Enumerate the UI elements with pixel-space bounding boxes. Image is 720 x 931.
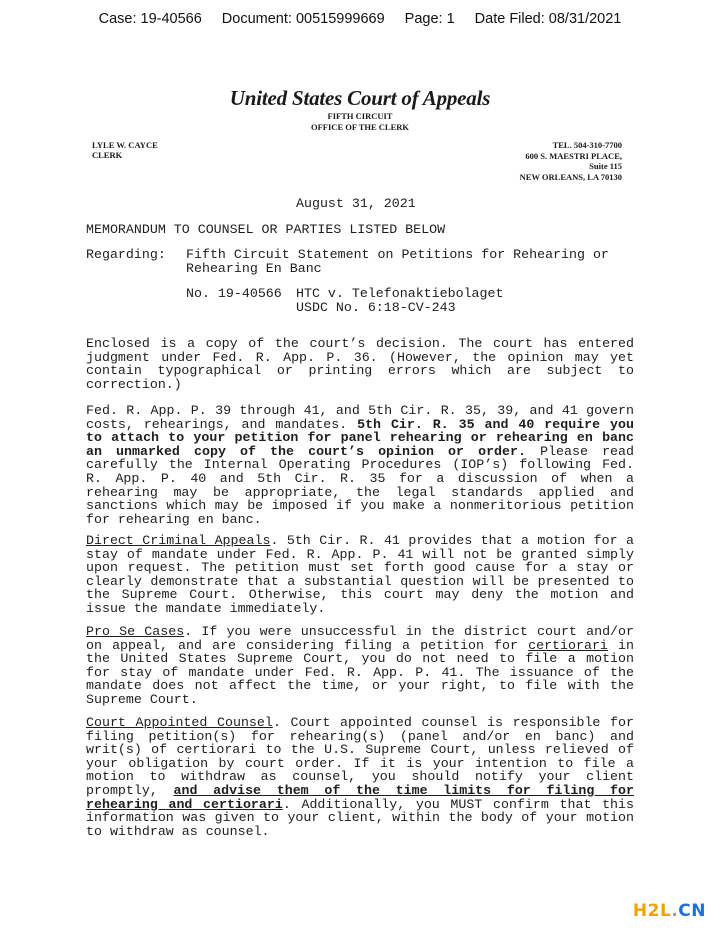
direct-criminal-heading: Direct Criminal Appeals bbox=[86, 533, 271, 548]
watermark-cn: CN bbox=[678, 901, 706, 921]
appointed-counsel-text-a: . Court appointed counsel is responsible for filing petition(s) for rehearing(s) (panel and/or en banc) and writ(s) of certiorari to the U.S. Supreme Court, unless relieved of your obligation by court order. If it is your intention to file a motion to withdraw as counsel, you should notify your client promptly, bbox=[86, 715, 634, 798]
address-line-2: Suite 115 bbox=[589, 161, 622, 171]
case-number-ref: No. 19-40566 bbox=[186, 286, 282, 301]
paragraph-appointed-counsel bbox=[86, 716, 634, 838]
paragraph-direct-criminal bbox=[86, 534, 634, 616]
memo-recipients: MEMORANDUM TO COUNSEL OR PARTIES LISTED BELOW bbox=[86, 222, 446, 237]
regarding-label: Regarding: bbox=[86, 247, 166, 262]
regarding-text: Fifth Circuit Statement on Petitions for Rehearing or Rehearing En Banc bbox=[186, 247, 609, 276]
memo-date: August 31, 2021 bbox=[296, 196, 416, 211]
date-filed: Date Filed: 08/31/2021 bbox=[474, 11, 622, 27]
pro-se-text-b: in the United States Supreme Court, you do not need to file a motion for stay of mandate under Fed. R. App. P. 41. The issuance of the mandate does not affect the time, or your right, to file with the Supreme Court. bbox=[86, 637, 634, 707]
case-number: Case: 19-40566 bbox=[98, 11, 202, 27]
pro-se-heading: Pro Se Cases bbox=[86, 624, 185, 639]
pro-se-text-a: . If you were unsuccessful in the district court and/or on appeal, and are considering filing a petition for bbox=[86, 624, 634, 653]
address-line-1: 600 S. MAESTRI PLACE, bbox=[525, 150, 622, 161]
office-name: OFFICE OF THE CLERK bbox=[311, 122, 409, 132]
page-number: Page: 1 bbox=[404, 11, 455, 27]
court-name: United States Court of Appeals bbox=[229, 86, 491, 110]
site-watermark bbox=[633, 901, 706, 921]
rules-text-b: Please read carefully the Internal Operating Procedures (IOP’s) following Fed. R. App. P. 40 and 5th Cir. R. 35 for a discussion of when a rehearing may be appropriate, the legal standards applied and sanctions which may be imposed if you make a nonmeritorious petition for rehearing en banc. bbox=[86, 443, 634, 527]
certiorari-term: certiorari bbox=[528, 637, 608, 653]
circuit-name: FIFTH CIRCUIT bbox=[327, 111, 393, 121]
paragraph-rules bbox=[86, 404, 634, 526]
rules-text-a: Fed. R. App. P. 39 through 41, and 5th Cir. R. 35, 39, and 41 govern costs, rehearings, and mandates. bbox=[86, 403, 634, 432]
case-title: HTC v. Telefonaktiebolaget bbox=[296, 286, 504, 301]
direct-criminal-body: . 5th Cir. R. 41 provides that a motion for a stay of mandate under Fed. R. App. P. 41 will not be granted simply upon request. The petition must set forth good cause for a stay or clearly demonstrate that a substantial question will be presented to the Supreme Court. Otherwise, this court may deny the motion and issue the mandate immediately. bbox=[86, 533, 635, 616]
filing-stamp bbox=[0, 11, 720, 27]
court-subtitle bbox=[0, 111, 720, 133]
document-number: Document: 00515999669 bbox=[221, 11, 385, 27]
clerk-title: CLERK bbox=[92, 150, 123, 160]
paragraph-enclosed: Enclosed is a copy of the court’s decision. The court has entered judgment under Fed. R. App. P. 36. (However, the opinion may yet contain typographical or printing errors which are subject to correction.) bbox=[86, 336, 634, 392]
appointed-counsel-text-b: . Additionally, you MUST confirm that this information was given to your client, within the body of your motion to withdraw as counsel. bbox=[86, 796, 634, 839]
rules-bold-requirement: 5th Cir. R. 35 and 40 require you to attach to your petition for panel rehearing or rehearing en banc an unmarked copy of the court’s opinion or order. bbox=[86, 416, 634, 459]
appointed-counsel-bold-advice: and advise them of the time limits for filing for rehearing and certiorari bbox=[86, 782, 634, 812]
watermark-h2l: H2L bbox=[632, 901, 672, 921]
clerk-block bbox=[92, 140, 158, 160]
usdc-number: USDC No. 6:18-CV-243 bbox=[296, 299, 456, 315]
address-line-3: NEW ORLEANS, LA 70130 bbox=[519, 171, 622, 182]
clerk-name: LYLE W. CAYCE bbox=[92, 140, 158, 150]
case-caption bbox=[296, 287, 503, 314]
case-reference bbox=[186, 286, 504, 315]
watermark-dot: . bbox=[671, 901, 679, 921]
appointed-counsel-heading: Court Appointed Counsel bbox=[86, 715, 273, 730]
paragraph-pro-se bbox=[86, 625, 634, 707]
address-block bbox=[520, 140, 622, 182]
telephone: TEL. 504-310-7700 bbox=[552, 140, 622, 150]
